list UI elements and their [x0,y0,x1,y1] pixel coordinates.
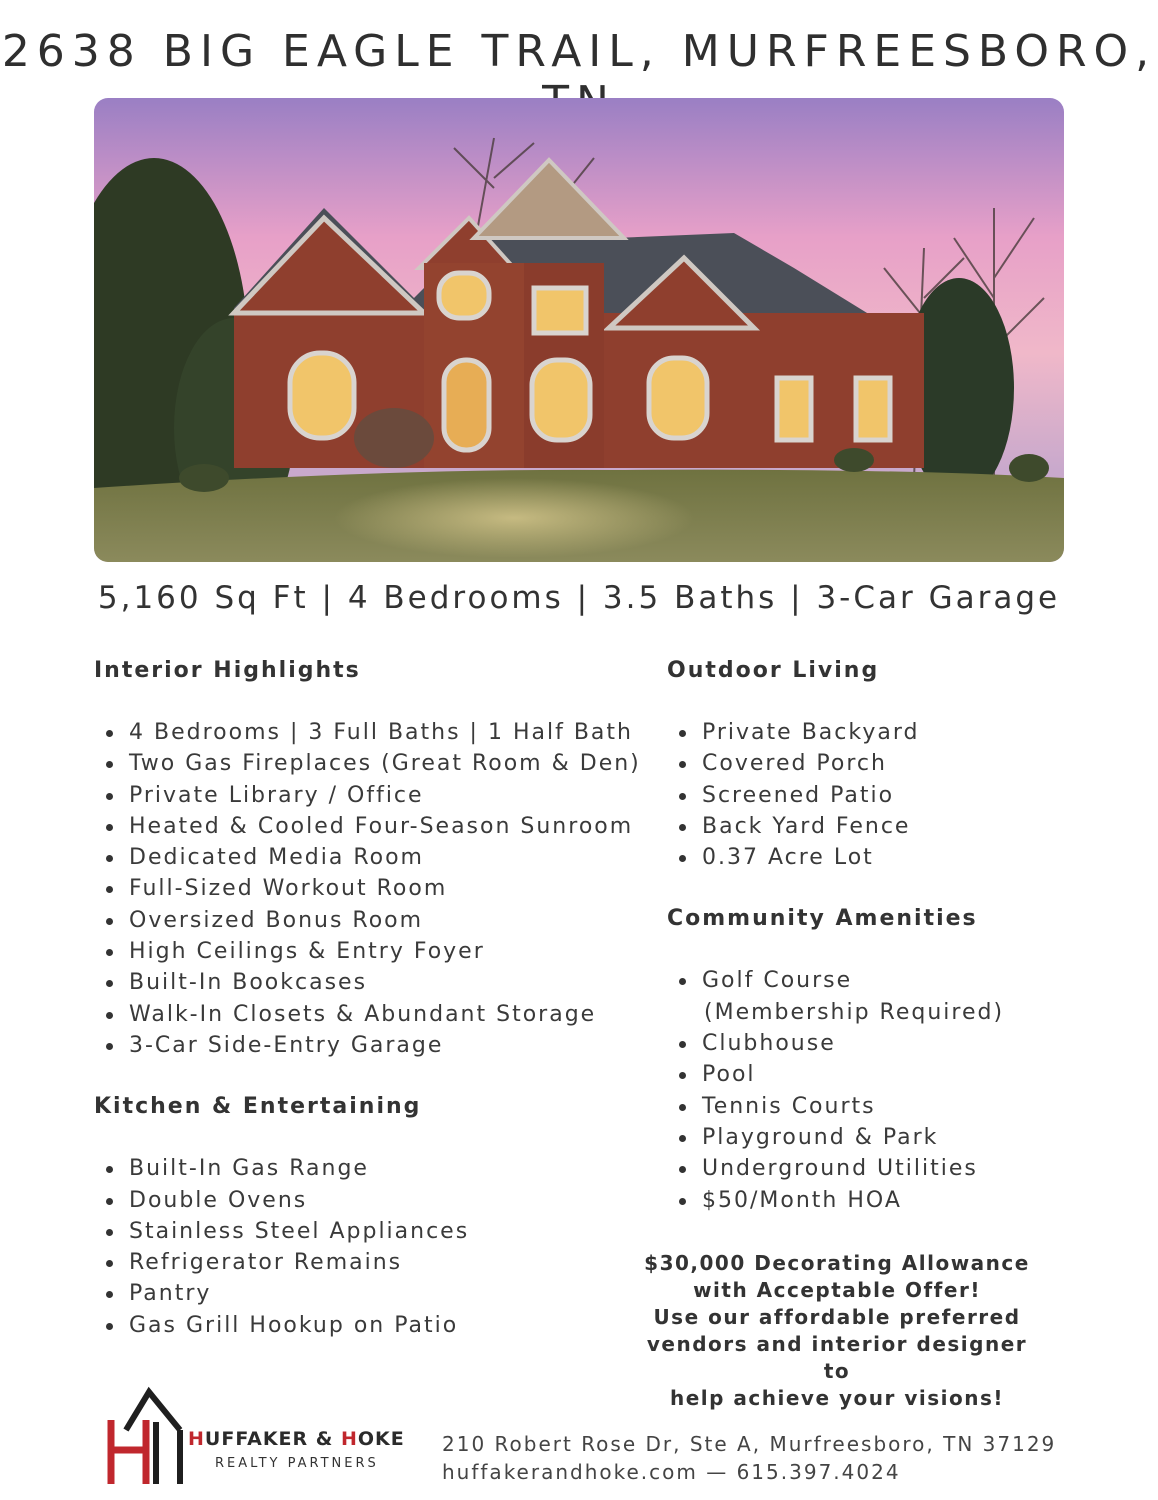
list-item: 4 Bedrooms | 3 Full Baths | 1 Half Bath [94,717,654,748]
promo-line: help achieve your visions! [669,1386,1004,1410]
golf-line-1: Golf Course [702,968,853,994]
list-item: Double Ovens [94,1185,654,1216]
list-item: Private Backyard [667,717,1087,748]
brokerage-subtitle: REALTY PARTNERS [215,1456,379,1471]
promo-line: $30,000 Decorating Allowance [644,1251,1030,1275]
list-item: Clubhouse [667,1028,1087,1059]
brand-name-part: UFFAKER & [204,1428,341,1450]
right-column [667,658,1087,1216]
list-item: Oversized Bonus Room [94,905,654,936]
list-item: Refrigerator Remains [94,1247,654,1278]
list-item: Heated & Cooled Four-Season Sunroom [94,811,654,842]
list-item: Back Yard Fence [667,811,1087,842]
brand-letter-h: H [340,1428,358,1450]
list-item-golf [667,965,1087,1028]
list-item: Built-In Bookcases [94,967,654,998]
outdoor-list [667,717,1087,873]
promo-line: Use our affordable preferred [653,1305,1021,1329]
list-item: 0.37 Acre Lot [667,842,1087,873]
list-item: Full-Sized Workout Room [94,873,654,904]
list-item: Playground & Park [667,1122,1087,1153]
list-item: Tennis Courts [667,1091,1087,1122]
list-item: Walk-In Closets & Abundant Storage [94,999,654,1030]
decorating-allowance-promo [637,1250,1037,1412]
property-stats-line: 5,160 Sq Ft | 4 Bedrooms | 3.5 Baths | 3-Car Garage [97,580,1061,616]
list-item: Built-In Gas Range [94,1153,654,1184]
list-item: Pool [667,1059,1087,1090]
list-item: 3-Car Side-Entry Garage [94,1030,654,1061]
outdoor-living-heading: Outdoor Living [667,658,880,683]
interior-highlights-list [94,717,654,1061]
website-phone: huffakerandhoke.com — 615.397.4024 [442,1460,901,1484]
list-item: Pantry [94,1278,654,1309]
house-exterior-photo [94,98,1064,562]
golf-line-2: (Membership Required) [704,999,1005,1025]
promo-line: with Acceptable Offer! [693,1278,981,1302]
interior-highlights-heading: Interior Highlights [94,658,361,683]
contact-info [442,1430,1056,1486]
brand-name-part: OKE [357,1428,405,1450]
list-item: Gas Grill Hookup on Patio [94,1310,654,1341]
list-item: Dedicated Media Room [94,842,654,873]
list-item: High Ceilings & Entry Foyer [94,936,654,967]
list-item: Screened Patio [667,780,1087,811]
promo-line: vendors and interior designer to [646,1332,1028,1383]
property-address-title: 2638 BIG EAGLE TRAIL, MURFREESBORO, [1,26,1157,77]
list-item: Stainless Steel Appliances [94,1216,654,1247]
left-column [94,658,654,1341]
kitchen-list [94,1153,654,1341]
community-amenities-heading: Community Amenities [667,906,978,932]
brokerage-name [188,1428,405,1450]
list-item: Two Gas Fireplaces (Great Room & Den) [94,748,654,779]
kitchen-entertaining-heading: Kitchen & Entertaining [94,1094,422,1120]
list-item: Private Library / Office [94,780,654,811]
list-item: Underground Utilities [667,1153,1087,1184]
community-list [667,965,1087,1215]
list-item: Covered Porch [667,748,1087,779]
office-address: 210 Robert Rose Dr, Ste A, Murfreesboro, TN 37129 [442,1432,1057,1456]
list-item: $50/Month HOA [667,1185,1087,1216]
brand-letter-h: H [188,1428,205,1450]
